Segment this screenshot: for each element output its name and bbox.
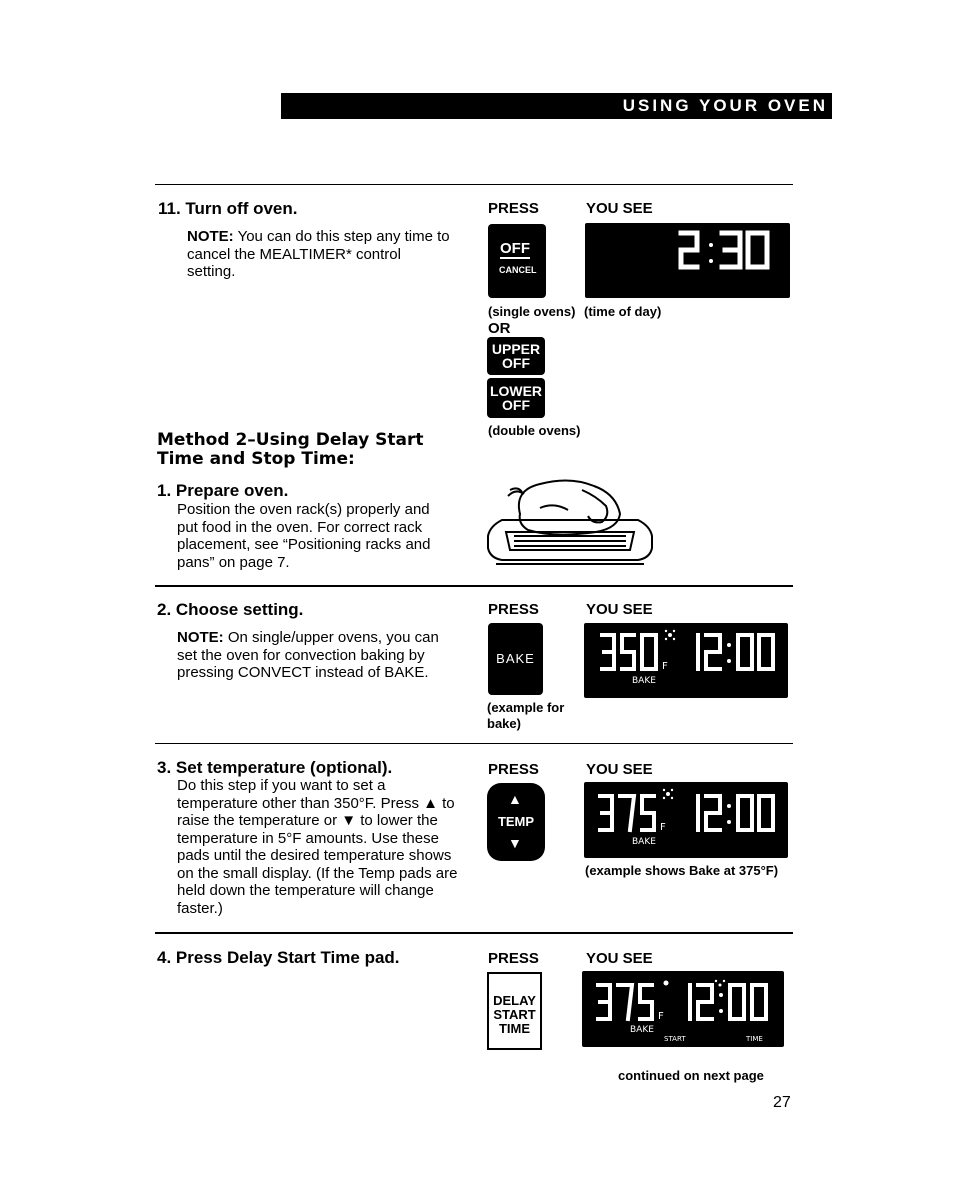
caption-bake-375: (example shows Bake at 375°F): [585, 863, 779, 878]
press-header: PRESS: [488, 200, 539, 217]
mode-indicator: BAKE: [632, 676, 656, 686]
you-see-header: YOU SEE: [586, 601, 653, 618]
method-heading-line1: Method 2–Using Delay Start: [157, 430, 424, 450]
unit-indicator: F: [658, 1011, 664, 1022]
down-arrow-icon[interactable]: ▼: [508, 835, 522, 851]
caption-line1: (example for: [487, 700, 565, 715]
lower-off-key[interactable]: [487, 378, 545, 418]
caption-line2: bake): [487, 716, 521, 731]
caption-example-bake: [487, 700, 564, 732]
caption-single-ovens: (single ovens): [488, 304, 576, 319]
page-number: 27: [773, 1094, 791, 1111]
upper-key-label: UPPER: [491, 341, 541, 357]
divider: [155, 932, 793, 934]
off-key-label: OFF: [500, 240, 530, 257]
key-label-time: TIME: [498, 1021, 531, 1036]
divider: [155, 184, 793, 185]
you-see-header: YOU SEE: [586, 200, 653, 217]
step-2-note: NOTE: On single/upper ovens, you can set the oven for convection baking by pressing CONVECT instead of BAKE.: [177, 629, 439, 681]
step-11-title: 11. Turn off oven.: [158, 199, 298, 218]
step-4-title: 4. Press Delay Start Time pad.: [157, 948, 400, 967]
time-digits-2-30: [585, 223, 790, 298]
time-of-day-display: [585, 223, 790, 298]
press-header: PRESS: [488, 761, 539, 778]
cancel-key-label: CANCEL: [499, 265, 537, 275]
temp-key-label: TEMP: [497, 814, 535, 829]
you-see-header: YOU SEE: [586, 761, 653, 778]
step-3-text: Do this step if you want to set a temperature other than 350°F. Press ▲ to raise the temperature or ▼ to lower the temperature in 5°F amounts. Use these pads until the desired temperature shows on the small display. (If the Temp pads are held down the temperature will change faster.): [177, 777, 458, 917]
bake-key[interactable]: BAKE: [488, 623, 543, 695]
mode-indicator: BAKE: [630, 1025, 654, 1035]
unit-indicator: F: [660, 822, 666, 833]
you-see-header: YOU SEE: [586, 950, 653, 967]
delay-start-time-key[interactable]: [487, 972, 542, 1050]
continued-note: continued on next page: [618, 1068, 764, 1083]
caption-time-of-day: (time of day): [584, 304, 662, 319]
lower-key-label: LOWER: [489, 383, 543, 399]
key-label-delay: DELAY: [493, 993, 536, 1008]
up-arrow-icon[interactable]: ▲: [508, 791, 522, 807]
press-header: PRESS: [488, 950, 539, 967]
step-1-text: Position the oven rack(s) properly and put food in the oven. For correct rack placement, see “Positioning racks and pans” on page 7.: [177, 501, 431, 571]
method-heading-line2: Time and Stop Time:: [157, 449, 355, 469]
divider: [155, 585, 793, 587]
roasting-pan-illustration: [484, 476, 656, 572]
step-3-title: 3. Set temperature (optional).: [157, 758, 393, 777]
step-2-title: 2. Choose setting.: [157, 600, 304, 619]
bake-375-display: [584, 782, 788, 858]
upper-off-key[interactable]: [487, 337, 545, 375]
method-heading: [157, 431, 423, 469]
divider: [155, 743, 793, 744]
off-cancel-key[interactable]: [488, 224, 546, 298]
step-1-title: 1. Prepare oven.: [157, 481, 289, 500]
caption-double-ovens: (double ovens): [488, 423, 581, 438]
upper-off-label: OFF: [502, 355, 530, 371]
bake-350-display: [584, 623, 788, 698]
section-banner: USING YOUR OVEN: [281, 93, 832, 119]
or-label: OR: [488, 320, 511, 337]
press-header: PRESS: [488, 601, 539, 618]
display-digits: [584, 623, 788, 698]
temp-key[interactable]: [487, 783, 545, 861]
key-label-start: START: [493, 1007, 536, 1022]
step-11-note: NOTE: You can do this step any time to cancel the MEALTIMER* control setting.: [187, 228, 450, 280]
mode-indicator: BAKE: [632, 837, 656, 847]
lower-off-label: OFF: [502, 397, 530, 413]
time-indicator: TIME: [746, 1035, 763, 1043]
start-indicator: START: [664, 1035, 686, 1043]
unit-indicator: F: [662, 661, 668, 672]
delay-start-display: [582, 971, 784, 1047]
display-digits: [584, 782, 788, 858]
